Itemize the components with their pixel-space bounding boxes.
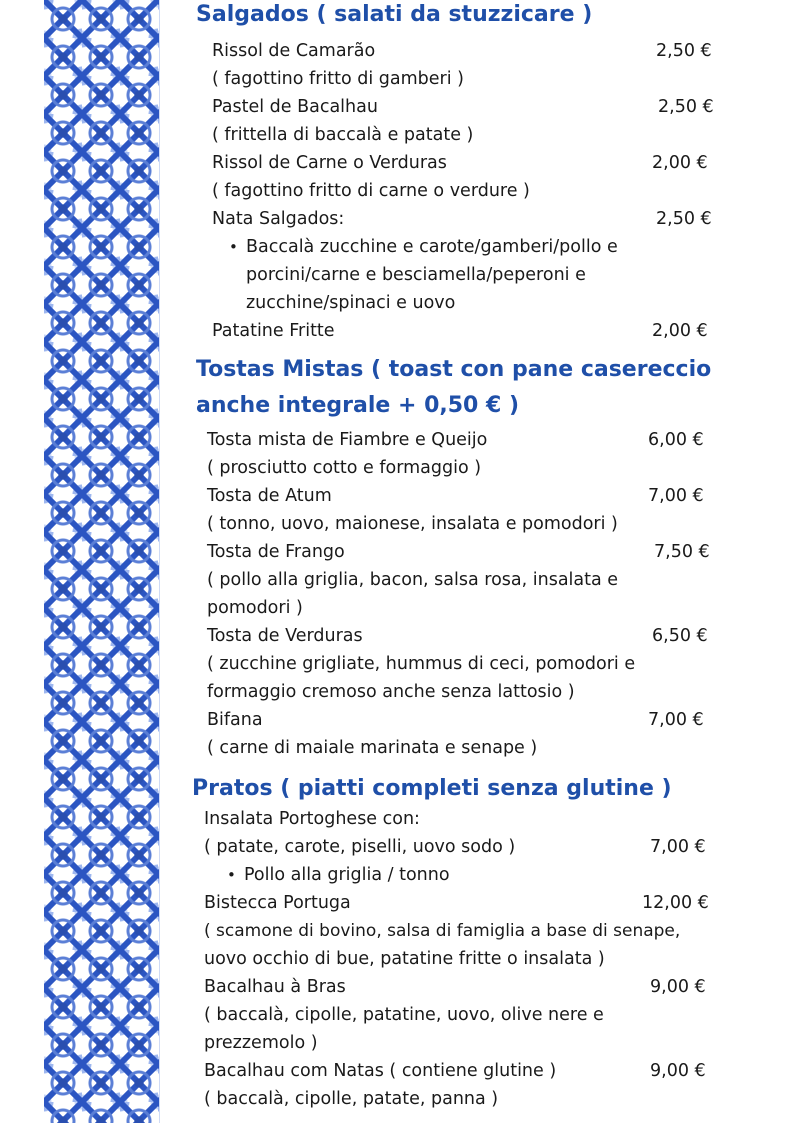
item-price: 2,00 € (652, 321, 708, 341)
item-description: pomodori ) (207, 598, 303, 618)
item-price: 9,00 € (650, 977, 706, 997)
item-price: 7,00 € (650, 837, 706, 857)
item-name: Insalata Portoghese con: (204, 809, 420, 829)
item-description: formaggio cremoso anche senza lattosio ) (207, 682, 575, 702)
item-name: Tosta de Atum (207, 486, 332, 506)
item-name: Bacalhau com Natas ( contiene glutine ) (204, 1061, 557, 1081)
item-name: Bifana (207, 710, 263, 730)
item-description: ( fagottino fritto di gamberi ) (212, 69, 464, 89)
item-price: 7,00 € (648, 710, 704, 730)
item-price: 9,00 € (650, 1061, 706, 1081)
azulejo-tile-border (44, 0, 160, 1123)
bullet-item-continuation: porcini/carne e besciamella/peperoni e (246, 265, 586, 285)
item-price: 6,50 € (652, 626, 708, 646)
item-name: Tosta mista de Fiambre e Queijo (207, 430, 488, 450)
item-description: ( frittella di baccalà e patate ) (212, 125, 474, 145)
item-description: ( patate, carote, piselli, uovo sodo ) (204, 837, 516, 857)
item-price: 2,00 € (652, 153, 708, 173)
item-name: Rissol de Camarão (212, 41, 376, 61)
item-price: 2,50 € (656, 41, 712, 61)
section-title-pratos: Pratos ( piatti completi senza glutine ) (192, 776, 672, 801)
item-description: ( scamone di bovino, salsa di famiglia a base di senape, (204, 921, 681, 941)
item-description: ( baccalà, cipolle, patatine, uovo, olive nere e (204, 1005, 604, 1025)
item-name: Pastel de Bacalhau (212, 97, 378, 117)
item-price: 12,00 € (642, 893, 709, 913)
section-title-tostas-line2: anche integrale + 0,50 € ) (196, 393, 520, 418)
item-description: ( carne di maiale marinata e senape ) (207, 738, 538, 758)
item-price: 7,00 € (648, 486, 704, 506)
bullet-item-continuation: zucchine/spinaci e uovo (246, 293, 456, 313)
item-name: Tosta de Verduras (207, 626, 363, 646)
item-name: Nata Salgados: (212, 209, 345, 229)
item-description: prezzemolo ) (204, 1033, 318, 1053)
item-price: 6,00 € (648, 430, 704, 450)
section-title-tostas: Tostas Mistas ( toast con pane casereccio (196, 357, 712, 382)
item-name: Bacalhau à Bras (204, 977, 346, 997)
item-name: Patatine Fritte (212, 321, 335, 341)
item-price: 2,50 € (658, 97, 714, 117)
section-title-salgados: Salgados ( salati da stuzzicare ) (196, 2, 593, 27)
item-description: ( prosciutto cotto e formaggio ) (207, 458, 482, 478)
item-description: ( zucchine grigliate, hummus di ceci, pomodori e (207, 654, 636, 674)
item-description: ( baccalà, cipolle, patate, panna ) (204, 1089, 499, 1109)
item-description: uovo occhio di bue, patatine fritte o insalata ) (204, 949, 605, 969)
bullet-item: • Pollo alla griglia / tonno (244, 861, 450, 889)
item-description: ( pollo alla griglia, bacon, salsa rosa, insalata e (207, 570, 619, 590)
item-name: Rissol de Carne o Verduras (212, 153, 447, 173)
item-description: ( tonno, uovo, maionese, insalata e pomodori ) (207, 514, 618, 534)
item-price: 7,50 € (654, 542, 710, 562)
item-name: Bistecca Portuga (204, 893, 351, 913)
item-price: 2,50 € (656, 209, 712, 229)
item-description: ( fagottino fritto di carne o verdure ) (212, 181, 530, 201)
bullet-item: • Baccalà zucchine e carote/gamberi/pollo e (246, 233, 618, 261)
item-name: Tosta de Frango (207, 542, 345, 562)
